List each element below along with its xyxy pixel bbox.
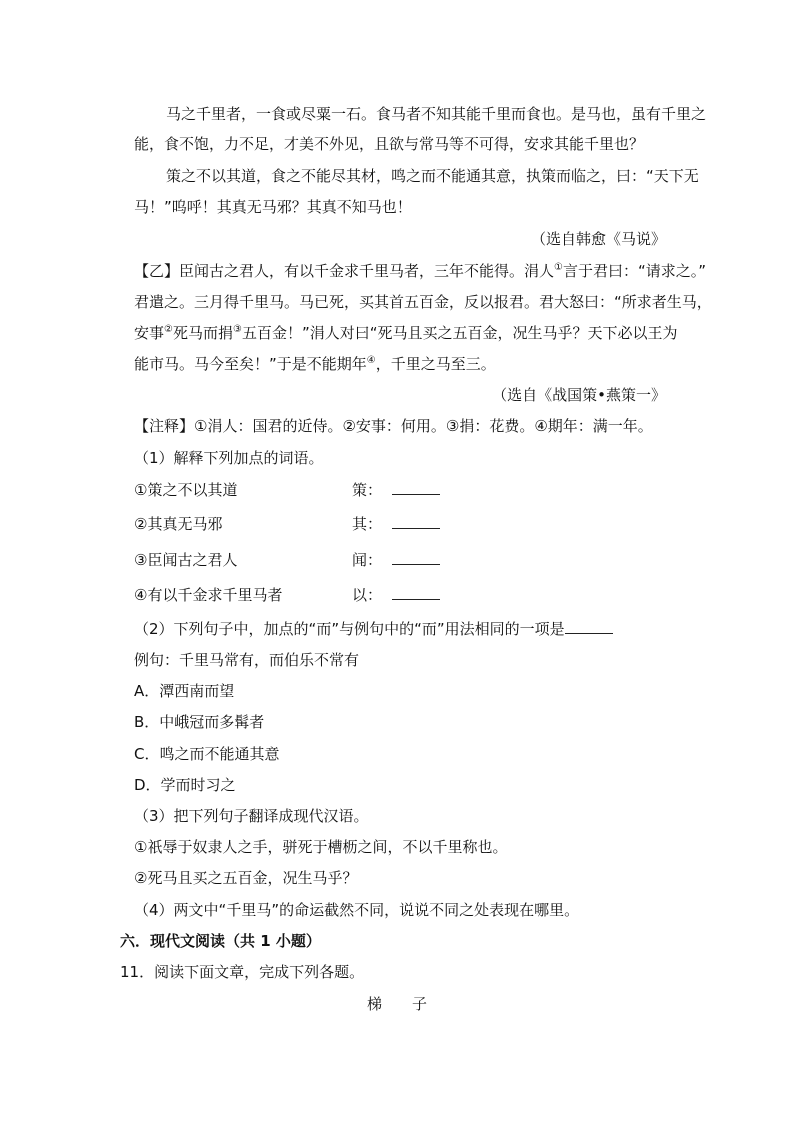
answer-blank[interactable] [392, 480, 440, 495]
footnote-marker: ② [164, 324, 173, 335]
text: 能市马。马今至矣！”于是不能期年 [134, 355, 367, 373]
question-3-prompt: （3）把下列句子翻译成现代汉语。 [134, 807, 369, 825]
q1-item-phrase: ③臣闻古之君人 [134, 551, 238, 569]
option-d[interactable]: D．学而时习之 [134, 776, 236, 794]
passage-jia-line: 马！”呜呼！其真无马邪？其真不知马也！ [134, 198, 412, 216]
term-label: 策： [352, 481, 383, 499]
question-2-prompt [134, 619, 613, 639]
passage-yi-line [134, 354, 496, 374]
question-2-example: 例句：千里马常有，而伯乐不常有 [134, 651, 360, 669]
question-4-prompt: （4）两文中“千里马”的命运截然不同，说说不同之处表现在哪里。 [134, 901, 580, 919]
text: 安事 [134, 324, 165, 342]
annotation-notes: 【注释】①涓人：国君的近侍。②安事：何用。③捐：花费。④期年：满一年。 [134, 417, 653, 435]
footnote-marker: ③ [233, 324, 242, 335]
article-title: 梯 子 [366, 995, 427, 1013]
q1-item-term [352, 585, 440, 605]
passage-yi-line: 君遣之。三月得千里马。马已死，买其首五百金，反以报君。君大怒曰：“所求者生马， [134, 293, 712, 311]
footnote-marker: ① [554, 262, 563, 273]
q1-item-term [352, 480, 440, 500]
answer-blank[interactable] [565, 619, 613, 634]
term-label: 其： [352, 515, 383, 533]
section-heading: 六．现代文阅读（共 1 小题） [120, 932, 321, 950]
answer-blank[interactable] [392, 514, 440, 529]
q1-item-phrase: ②其真无马邪 [134, 515, 223, 533]
passage-jia-line: 马之千里者，一食或尽粟一石。食马者不知其能千里而食也。是马也，虽有千里之 [166, 105, 707, 123]
text: 【乙】臣闻古之君人，有以千金求千里马者，三年不能得。涓人 [134, 262, 555, 280]
passage-yi-line [134, 323, 678, 343]
text: 死马而捐 [172, 324, 233, 342]
passage-yi-line [134, 261, 706, 281]
text: 五百金！”涓人对曰“死马且买之五百金，况生马乎？天下必以王为 [241, 324, 678, 342]
text: （2）下列句子中，加点的“而”与例句中的“而”用法相同的一项是 [134, 620, 565, 638]
question-3-sentence: ①祇辱于奴隶人之手，骈死于槽枥之间，不以千里称也。 [134, 838, 508, 856]
passage-jia-line: 策之不以其道，食之不能尽其材，鸣之而不能通其意，执策而临之，曰：“天下无 [166, 167, 699, 185]
passage-jia-line: 能，食不饱，力不足，才美不外见，且欲与常马等不可得，安求其能千里也？ [134, 135, 645, 153]
question-3-sentence: ②死马且买之五百金，况生马乎？ [134, 869, 358, 887]
option-b[interactable]: B．中峨冠而多髯者 [134, 713, 265, 731]
q1-item-term [352, 514, 440, 534]
text: 言于君曰：“请求之。” [562, 262, 707, 280]
answer-blank[interactable] [392, 550, 440, 565]
footnote-marker: ④ [366, 355, 376, 366]
q1-item-phrase: ④有以千金求千里马者 [134, 586, 283, 604]
q1-item-phrase: ①策之不以其道 [134, 481, 238, 499]
option-a[interactable]: A．潭西南而望 [134, 682, 235, 700]
question-1-prompt: （1）解释下列加点的词语。 [134, 449, 324, 467]
answer-blank[interactable] [392, 585, 440, 600]
term-label: 闻： [352, 551, 383, 569]
term-label: 以： [352, 586, 383, 604]
text: ，千里之马至三。 [375, 355, 496, 373]
passage-yi-source: （选自《战国策•燕策一》 [492, 386, 666, 404]
passage-jia-source: （选自韩愈《马说》 [530, 230, 666, 248]
q1-item-term [352, 550, 440, 570]
question-11-prompt: 11．阅读下面文章，完成下列各题。 [120, 963, 365, 981]
option-c[interactable]: C．鸣之而不能通其意 [134, 745, 280, 763]
